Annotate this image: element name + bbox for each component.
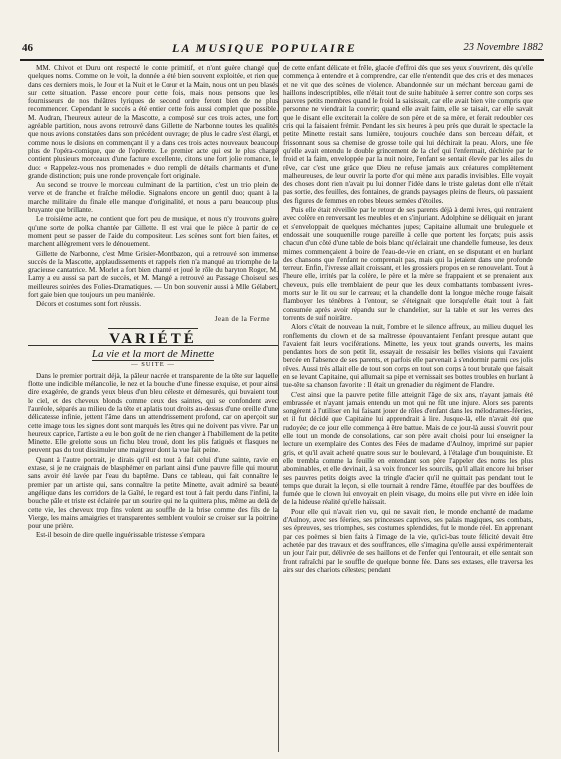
header-rule xyxy=(20,59,544,61)
review-paragraph: MM. Chivot et Duru ont respecté le conte primitif, et n'ont guère changé que quelques noms. Comme on le voit, la donnée a été bien souvent exploitée, et rien que dans ces derniers mois, le Jour et la Nuit et le Cœur et la Main, nous ont un peu blasés sur cette situation. Passe encore pour cette fois, mais nous pensons que les fournisseurs de nos théâtres lyriques de second ordre feront bien de ne plus recommencer. Cependant le succès a été entier cette fois aussi complet que possible. M. Audran, l'heureux auteur de la Mascotte, a composé sur ces trois actes, une fort agréable partition, nous avons retrouvé dans Gillette de Narbonne toutes les qualités que nous avions constatées dans son précédent ouvrage; de plus le cadre s'est élargi, et comme nous le disions en commençant il y a dans ces trois actes nouveaux beaucoup plus de l'opéra-comique, que de l'opérette. Le premier acte qui est le plus chargé contient plusieurs morceaux d'une facture excellente, citons une fort jolie romance, le duo: « Rappelez-vous nos promenades » duo rempli de détails charmants et d'une grande distinction; puis une ronde provençale fort originale. xyxy=(28,64,278,180)
section-separator xyxy=(108,328,198,329)
review-paragraph: Gillette de Narbonne, c'est Mme Grisier-Montbazon, qui a retrouvé son immense succès de la Mascotte, applaudissements et rappels rien n'a manqué au triomphe de la gracieuse cantatrice. M. Morlet a fort bien chanté et joué le rôle du baryton Roger, M. Lamy a eu aussi sa part de succès, et M. Mangé a retrouvé au Passage Choiseul ses meilleures soirées des Folies-Dramatiques. — Un bon souvenir aussi à Mlle Gélabert, fort gaie bien que toujours un peu maniérée. xyxy=(28,249,278,300)
story-paragraph: Puis elle était réveillée par le retour de ses parents déjà à demi ivres, qui rentraient avec colère en renversant les meubles et en s'injuriant. Adolphine se déliquait en jurant et s'enveloppait de quelques méchantes jupes; Capitaine allumait une bruleguele et endossait une souquenille rouge pareille à celle que portent les forçats; puis assis chacun d'un côté d'une table de bois blanc qu'éclairait une chandelle fumeuse, les deux mimes commençaient à boire de l'eau-de-vie en criant, en se disputant et en hurlant des chansons que l'enfant ne comprenait pas, mais qui la jetaient dans une profonde terreur. Enfin, l'ivresse allait croissant, et les grossiers propos en se renouvelant. Tout à l'heure elle, irrités par la colère, le père et la mère se frappaient et se prenaient aux cheveux, puis elle tremblaient de peur que les deux combattants tombassent ivres-morts sur le lit ou sur le carreau; et la chandelle dont la longue mèche rouge faisait flamboyer les ténèbres à l'entour, se s'éteignait que lorsqu'elle était tout à fait consumée après avoir répandu sur le chandelier, sur la table et sur les verres des torrents de suif noirâtre. xyxy=(283,206,533,322)
story-paragraph: Dans le premier portrait déjà, la pâleur nacrée et transparente de la tête sur laquelle flotte une indicible mélancolie, le nez et la bouche d'une finesse exquise, et pour ainsi dire exagérée, de grands yeux bleus d'un bleu céleste et démesurés, qui buvaient tout le ciel, et des cheveux blonds comme ceux des saintes, qui se confondent avec l'auréole, séparés au milieu de la tête et aplatis tout droits au-dessus d'une oreille d'une délicatesse infinie, jettent l'âme dans un attendrissement profond, car on aperçoit sur cette image tous les signes dont sont marqués les êtres qui ne doivent pas vivre. Par un heureux caprice, l'artiste a eu le bon goût de ne rien changer à l'habillement de la petite Minette. Elle grelotte sous un fichu bleu troué, dont les plis fatigués et flasques ne peuvent pas du tout dissimuler une maigreur dont la vue fait peine. xyxy=(28,371,278,455)
column-divider xyxy=(278,62,279,752)
review-paragraph: Décors et costumes sont fort réussis. xyxy=(36,300,141,309)
story-paragraph: Est-il besoin de dire quelle inguérissable tristesse s'empara xyxy=(36,531,205,540)
journal-title: LA MUSIQUE POPULAIRE xyxy=(172,41,357,55)
story-paragraph: Alors c'était de nouveau la nuit, l'ombre et le silence affreux, au milieu duquel les ronflements du clown et de sa maîtresse épouvantaient l'enfant presque autant que l'avaient fait leurs vociférations. Minette, les yeux tout grands ouverts, les mains pendantes hors de son petit lit, essayait de ressaisir les belles visions qui l'avaient bercée en l'absence de ses parents, et parfois elle parvenait à s'endormir parmi ces jolis rêves. Aussi très allait elle de tout son corps en tout son corps à tout brutale que faisait en se levant Capitaine, qui allumait sa pipe et vernissait ses bottes troubles en hurlant à tue-tête sa chanson favorite : Il était un grenadier du régiment de Flandre. xyxy=(283,323,533,390)
story-title xyxy=(28,348,278,361)
page-number: 46 xyxy=(22,42,33,54)
page-header xyxy=(22,40,543,58)
story-title-text: La vie et la mort de Minette xyxy=(91,348,215,361)
section-heading: VARIÉTÉ xyxy=(28,335,278,346)
story-paragraph: de cette enfant délicate et frêle, glacée d'effroi dès que ses yeux s'ouvrirent, dès qu'elle commença à entendre et à comprendre, car elle n'entendit que des cris et des menaces et ne vit que des scènes de violence. Abandonnée sur un méchant berceau garni de haillons indescriptibles, elle n'était tout de suite habituée à serrer contre son corps ses pauvres petits membres quand le froid la saisissait, car elle avait bien vite compris que personne ne viendrait la couvrir; quand elle avait faim, elle se taisait, car elle savait que le disant elle exciterait la colère de son père et de sa mère, et ferait redoubler ces cris qui la faisaient frémir. Pendant les six heures à peu près que durait le spectacle la petite Minette restait sans lumière, toujours couchée dans son berceau défait, et frissonnant sous sa chemise de grosse toile qui lui déchirait la peau. Alors, une fée qu'elle avait entendu le double grincement de la clef qui l'enfermait, déchirée par le froid et la faim, enveloppée par la nuit noire, l'enfant se sentait élevée par les ailes du rêve, car c'est une grâce que Dieu ne refuse jamais aux créatures complètement malheureuses, de leur ouvrir la porte d'or qui mène aux paradis invisibles. Elle voyait des choses dont rien n'avait pu lui donner l'idée dans le triste galetas dont elle n'était pas sortie, des feuilles, des fontaines, de grands paysages pleins de fleurs, où passaient des figures de femmes en robes bleues semées d'étoiles. xyxy=(283,64,533,205)
review-paragraph: Le troisième acte, ne contient que fort peu de musique, et nous n'y trouvons guère qu'une sorte de polka chantée par Gillette. Il est vrai que le pièce à partir de ce moment peut se passer de l'aide du compositeur. Les scènes sont fort bien faites, et marchent allègrement vers le dénouement. xyxy=(28,215,278,249)
author-signature: Jean de la Ferme xyxy=(214,314,270,323)
story-paragraph: Pour elle qui n'avait rien vu, qui ne savait rien, le monde enchanté de madame d'Aulnoy, avec ses féeries, ses princesses captives, ses palais magiques, ses combats, ses épreuves, ses triomphes, ses costumes splendides, fut le monde réel. En apprenant par ces poèmes si bien faits à l'image de la vie, qu'ici-bas toute félicité devait être achetée par des travaux et des souffrances, elle s'imagina qu'elle aussi expérimenterait un jour l'air pur, délivrée de ses haillons et de l'enfer qui l'entourait, et elle sentait son front rafraîchi par le souffle de quelque bonne fée. Dans ses extases, elle traversa les airs sur des chariots célestes; pendant xyxy=(283,507,533,574)
story-paragraph: Quant à l'autre portrait, je dirais qu'il est tout à fait celui d'une sainte, ravie en extase, si je ne craignais de blasphémer en parlant ainsi d'une pauvre fille qui mourut sans avoir été lavée par l'eau du baptême. Dans ce tableau, qui fait connaître le premier par un artiste qui, sans connaître la petite Minette, avait admiré sa beauté angélique dans les corridors de la Gaîté, le regard est tout à fait perdu dans l'infini, la bouche pâle et triste est éclairée par un sourire qui ne la quittera plus, même au delà de cette vie, les cheveux trop fins volent au souffle de la brise comme des fils de la Vierge, les mains amaigries et transparentes semblent vouloir se croiser sur la poitrine pour une prière. xyxy=(28,455,278,531)
issue-date: 23 Novembre 1882 xyxy=(463,42,543,53)
story-continuation: — SUITE — xyxy=(131,360,175,368)
review-paragraph: Au second se trouve le morceau culminant de la partition, c'est un trio plein de verve et de franche et fraîche mélodie. Signalons encore un gentil duo; quant à la marche militaire du finale elle manque d'originalité, et nous a paru beaucoup plus bruyante que brillante. xyxy=(28,181,278,215)
left-column xyxy=(28,64,278,750)
right-column xyxy=(283,64,533,750)
story-paragraph: C'est ainsi que la pauvre petite fille atteignit l'âge de six ans, n'ayant jamais été embrassée et n'ayant jamais entendu un mot qui ne fût une injure. Alors ses parents songèrent à l'utiliser en lui faisant jouer de rôles d'enfant dans les mélodrames-féeries, et il fut décidé que Capitaine lui apprendrait à lire. Jusque-là, elle n'avait été que rudoyée; de ce jour elle commença à être battue. Mais de ce jour-là aussi s'ouvrit pour elle tout un monde de consolations, car son père avait choisi pour lui enseigner la lecture un exemplaire des Contes des Fées de madame d'Aulnoy, imprimé sur papier gris, et qu'il avait acheté quatre sous sur le boulevard, à l'étalage d'un bouquiniste. Et elle trembla comme la feuille en entendant son père l'appeler des noms les plus abominables, et elle devinait, à sa voix froncer les sourcils, qu'il allait encore lui briser ses pauvres petits doigts avec la tringle d'acier qu'il ne quittait pas pendant tout le temps que durait la leçon, si elle tournait à rendre l'âme, étouffée par des bouffées de fumée que le clown lui envoyait en plein visage, du moins elle put vivre en idée loin de la hideuse réalité qu'elle haïssait. xyxy=(283,390,533,507)
